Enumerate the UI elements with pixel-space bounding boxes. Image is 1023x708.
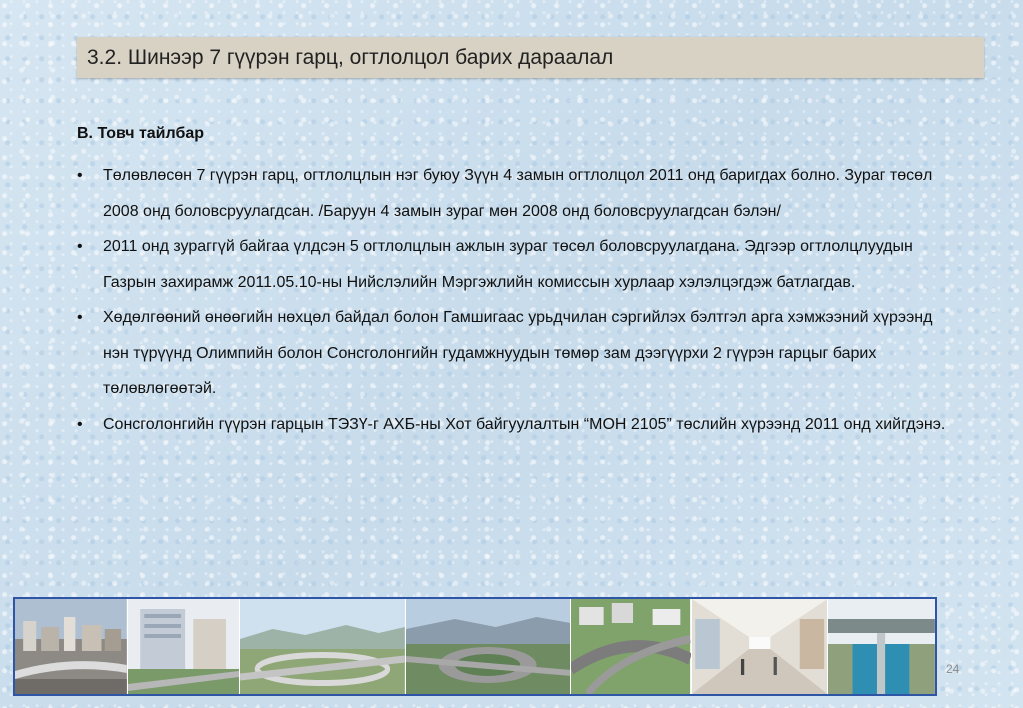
bullet-item: • Төлөвлөсөн 7 гүүрэн гарц, огтлолцлын нэг буюу Зүүн 4 замын огтлолцол 2011 онд баригдах болно. Зураг төсөл 2008 онд боловсруулагдсан. /Баруун 4 замын зураг мөн 2008 онд боловсруулагдсан бэлэн/ bbox=[77, 158, 957, 229]
bullet-item: • 2011 онд зураггүй байгаа үлдсэн 5 огтлолцлын ажлын зураг төсөл боловсруулагдана. Эдгээр огтлолцлуудын Газрын захирамж 2011.05.10-ны Нийслэлийн Мэргэжлийн комиссын хурлаар хэлэлцэгдэж батлагдав. bbox=[77, 229, 957, 300]
page-number: 24 bbox=[946, 662, 960, 676]
interchange-render bbox=[240, 599, 406, 694]
bullet-list bbox=[77, 158, 957, 442]
bullet-item: • Сонсголонгийн гүүрэн гарцын ТЭЗҮ-г АХБ-ны Хот байгуулалтын “МОН 2105” төслийн хүрээнд 2011 онд хийгдэнэ. bbox=[77, 407, 957, 443]
section-subtitle: В. Товч тайлбар bbox=[77, 125, 205, 142]
overpass-aerial-photo bbox=[15, 599, 128, 694]
page-title: 3.2. Шинээр 7 гүүрэн гарц, огтлолцол барих дараалал bbox=[87, 46, 614, 69]
canal-footbridge-render bbox=[828, 599, 935, 694]
pedestrian-underpass-interior-render bbox=[692, 599, 828, 694]
bullet-item: • Хөдөлгөөний өнөөгийн нөхцөл байдал болон Гамшигаас урьдчилан сэргийлэх бэлтгэл арга хэмжээний хүрээнд нэн түрүүнд Олимпийн болон Сонсголонгийн гудамжнуудын төмөр зам дээгүүрхи 2 гүүрэн гарцыг барих төлөвлөгөөтэй. bbox=[77, 300, 957, 407]
photo-strip bbox=[13, 597, 937, 696]
green-interchange-render bbox=[571, 599, 691, 694]
title-bar bbox=[77, 37, 984, 78]
building-interchange-render bbox=[128, 599, 240, 694]
roundabout-aerial-render bbox=[406, 599, 572, 694]
